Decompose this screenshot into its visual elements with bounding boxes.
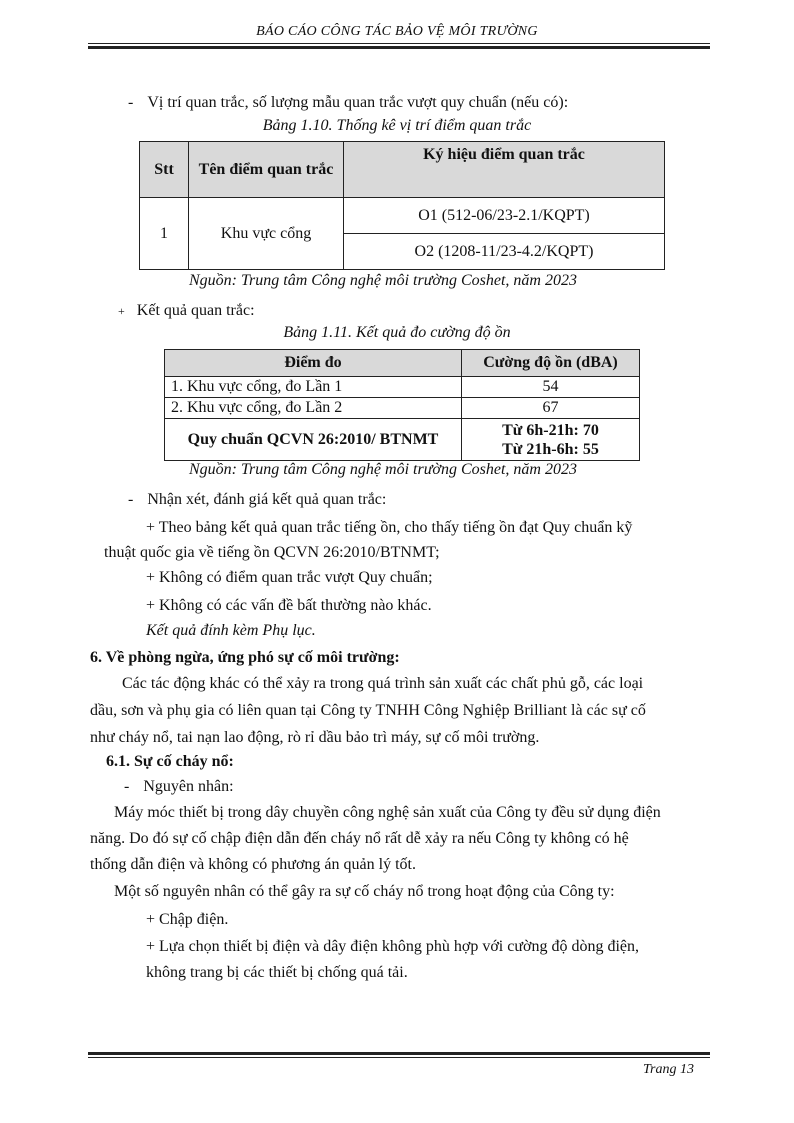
results-line bbox=[118, 301, 255, 321]
footer-rule-thin bbox=[88, 1057, 710, 1058]
assessment-title: Nhận xét, đánh giá kết quả quan trắc: bbox=[147, 491, 387, 508]
cause-item1: + Chập điện. bbox=[146, 911, 229, 928]
table1-row-code-2: O2 (1208-11/23-4.2/KQPT) bbox=[344, 234, 665, 270]
cause-title-line bbox=[124, 777, 234, 797]
standard-nighttime: Từ 21h-6h: 55 bbox=[502, 440, 599, 458]
cause-item2-line1: + Lựa chọn thiết bị điện và dây điện không phù hợp với cường độ dòng điện, bbox=[146, 938, 639, 955]
table2-row1-value: 54 bbox=[462, 377, 640, 398]
section61-para1-line1: Máy móc thiết bị trong dây chuyền công nghệ sản xuất của Công ty đều sử dụng điện bbox=[114, 804, 661, 821]
page-number: Trang 13 bbox=[643, 1062, 694, 1077]
results-text: Kết quả quan trắc: bbox=[136, 302, 255, 319]
table2-header-point: Điểm đo bbox=[165, 350, 462, 377]
section61-heading: 6.1. Sự cố cháy nổ: bbox=[106, 753, 234, 770]
footer-rule-thick bbox=[88, 1052, 710, 1055]
table1-row-code-1: O1 (512-06/23-2.1/KQPT) bbox=[344, 198, 665, 234]
section6-para-line3: như cháy nổ, tai nạn lao động, rò rỉ dầu bảo trì máy, sự cố môi trường. bbox=[90, 729, 540, 746]
table1-source: Nguồn: Trung tâm Công nghệ môi trường Coshet, năm 2023 bbox=[189, 272, 577, 289]
monitoring-location-line bbox=[128, 93, 568, 113]
header-rule-thick bbox=[88, 46, 710, 49]
assessment-item3: + Không có các vấn đề bất thường nào khác. bbox=[146, 597, 432, 614]
page-header: BÁO CÁO CÔNG TÁC BẢO VỆ MÔI TRƯỜNG bbox=[256, 24, 538, 39]
table2-standard-label: Quy chuẩn QCVN 26:2010/ BTNMT bbox=[165, 419, 462, 461]
section61-para2: Một số nguyên nhân có thể gây ra sự cố cháy nổ trong hoạt động của Công ty: bbox=[114, 883, 615, 900]
assessment-item1-line1: + Theo bảng kết quả quan trắc tiếng ồn, cho thấy tiếng ồn đạt Quy chuẩn kỹ bbox=[146, 519, 633, 536]
table2-standard-values bbox=[462, 419, 640, 461]
cause-item2-line2: không trang bị các thiết bị chống quá tải. bbox=[146, 964, 408, 981]
section6-para-line2: dầu, sơn và phụ gia có liên quan tại Công ty TNHH Công Nghiệp Brilliant là các sự cố bbox=[90, 702, 646, 719]
table1-caption: Bảng 1.10. Thống kê vị trí điểm quan trắc bbox=[262, 117, 532, 134]
header-rule-thin bbox=[88, 43, 710, 44]
table1-row-name: Khu vực cổng bbox=[189, 198, 344, 270]
bullet-plus: + bbox=[118, 304, 125, 318]
table1-header-stt: Stt bbox=[140, 142, 189, 198]
bullet-dash: - bbox=[128, 491, 134, 508]
section6-para-line1: Các tác động khác có thể xảy ra trong quá trình sản xuất các chất phủ gỗ, các loại bbox=[122, 675, 644, 692]
table2-source: Nguồn: Trung tâm Công nghệ môi trường Coshet, năm 2023 bbox=[189, 461, 577, 478]
monitoring-location-text: Vị trí quan trắc, số lượng mẫu quan trắc vượt quy chuẩn (nếu có): bbox=[147, 94, 569, 111]
table2-caption: Bảng 1.11. Kết quả đo cường độ ồn bbox=[283, 324, 511, 341]
bullet-dash: - bbox=[128, 94, 134, 111]
section61-para1-line3: thống dẫn điện và không có phương án quản lý tốt. bbox=[90, 856, 416, 873]
assessment-title-line bbox=[128, 490, 386, 510]
table1 bbox=[139, 141, 665, 270]
section6-heading: 6. Về phòng ngừa, ứng phó sự cố môi trường: bbox=[90, 649, 400, 666]
bullet-dash: - bbox=[124, 778, 130, 795]
table1-row-stt: 1 bbox=[140, 198, 189, 270]
attachment-note: Kết quả đính kèm Phụ lục. bbox=[146, 622, 316, 639]
table1-header-code: Ký hiệu điểm quan trắc bbox=[344, 142, 665, 198]
cause-title: Nguyên nhân: bbox=[143, 778, 234, 795]
table2-row2-point: 2. Khu vực cổng, đo Lần 2 bbox=[165, 398, 462, 419]
table2-header-value: Cường độ ồn (dBA) bbox=[462, 350, 640, 377]
table2-row1-point: 1. Khu vực cổng, đo Lần 1 bbox=[165, 377, 462, 398]
table2 bbox=[164, 349, 640, 461]
table2-row2-value: 67 bbox=[462, 398, 640, 419]
assessment-item2: + Không có điểm quan trắc vượt Quy chuẩn; bbox=[146, 569, 433, 586]
assessment-item1-line2: thuật quốc gia về tiếng ồn QCVN 26:2010/BTNMT; bbox=[104, 544, 440, 561]
standard-daytime: Từ 6h-21h: 70 bbox=[502, 421, 599, 439]
section61-para1-line2: năng. Do đó sự cố chập điện dẫn đến cháy nổ rất dễ xảy ra nếu Công ty không có hệ bbox=[90, 830, 629, 847]
table1-header-name: Tên điểm quan trắc bbox=[189, 142, 344, 198]
